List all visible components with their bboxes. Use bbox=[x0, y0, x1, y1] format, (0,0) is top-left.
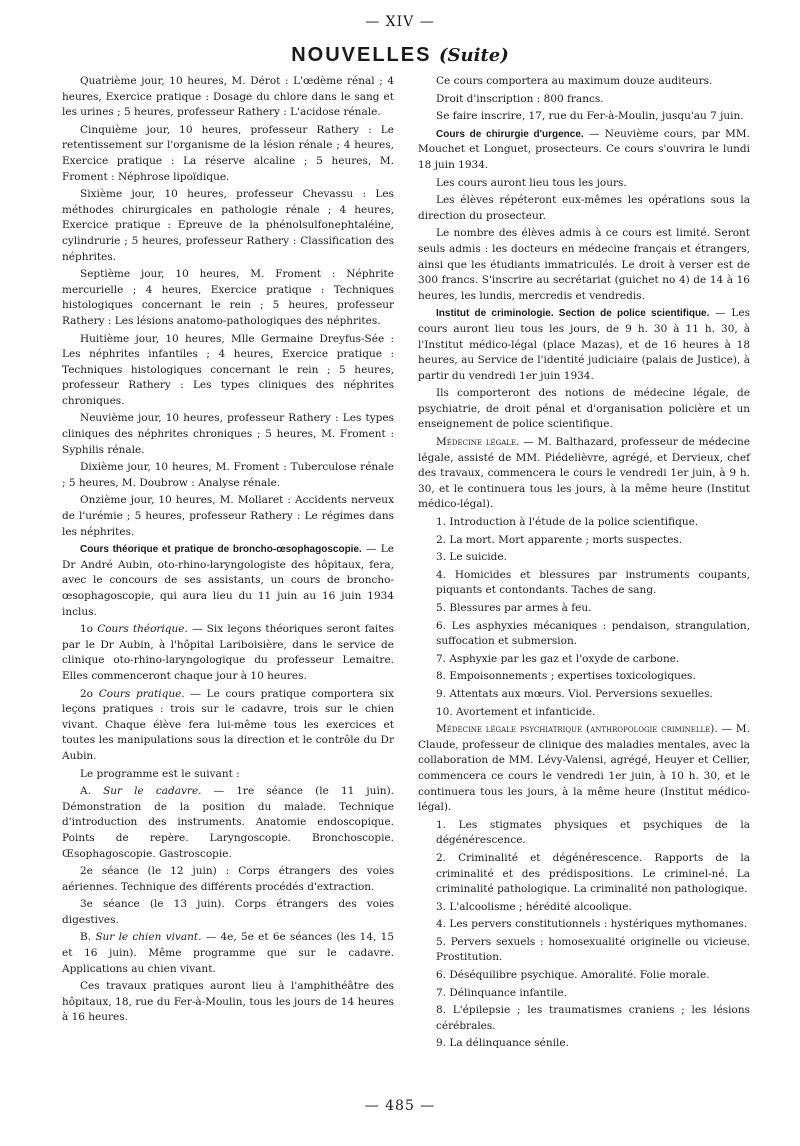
list-item: 9. La délinquance sénile. bbox=[436, 1037, 569, 1050]
paragraph: Les cours auront lieu tous les jours. bbox=[436, 176, 627, 189]
subsection-heading: Médecine légale psychiatrique (anthropologie criminelle). bbox=[436, 723, 718, 736]
paragraph: Neuvième jour, 10 heures, professeur Rathery : Les types cliniques des néphrites chroniques ; 5 heures, M. Froment : Syphilis rénale. bbox=[62, 412, 394, 456]
body: — Six leçons théoriques seront faites par le Dr Aubin, à l'hôpital Lariboisière, dans le service de clinique oto-rhino-laryngologique du professeur Lemaitre. Elles commenceront chaque jour à 10 heures. bbox=[62, 623, 395, 682]
list-item: 5. Pervers sexuels : homosexualité originelle ou vicieuse. Prostitution. bbox=[436, 935, 750, 964]
paragraph: Les élèves répéteront eux-mêmes les opérations sous la direction du prosecteur. bbox=[418, 194, 750, 222]
practice-paragraph bbox=[62, 687, 394, 765]
paragraph: Droit d'inscription : 800 francs. bbox=[436, 92, 604, 105]
paragraph: Huitième jour, 10 heures, Mlle Germaine Dreyfus-Sée : Les néphrites infantiles ; 4 heures, Exercice pratique : Techniques histologiques concernant le rein ; 5 heures, professeur Rathery : Les types cliniques des néphrites chroniques. bbox=[62, 332, 394, 407]
right-column bbox=[418, 74, 750, 1054]
label-italic: Sur le chien vivant. bbox=[95, 931, 202, 944]
number: 1o bbox=[80, 623, 98, 636]
paragraph: Ces travaux pratiques auront lieu à l'amphithéâtre des hôpitaux, 18, rue du Fer-à-Moulin, tous les jours de 14 heures à 16 heures. bbox=[62, 980, 394, 1024]
subsection-body: — M. Balthazard, professeur de médecine légale, assisté de MM. Piédelièvre, agrégé, et Dervieux, chef des travaux, commencera le cours le vendredi 1er juin, à 9 h. 30, et le continuera tous les jours, à la même heure (Institut médico-légal). bbox=[418, 436, 750, 511]
list-item: 6. Les asphyxies mécaniques : pendaison, strangulation, suffocation et submersion. bbox=[436, 619, 750, 648]
list-item: 4. Les pervers constitutionnels : hystériques mythomanes. bbox=[436, 918, 748, 931]
body: — Le cours pratique comportera six leçons pratiques : trois sur le cadavre, trois sur le chien vivant. Chaque élève fera lui-même tous les exercices et toutes les manipulations sous la direction et le contrôle du Dr Aubin. bbox=[62, 687, 395, 762]
page-number: — 485 — bbox=[364, 1098, 436, 1114]
left-column bbox=[62, 74, 394, 1028]
label: A. bbox=[80, 785, 104, 798]
page-title bbox=[0, 44, 800, 67]
paragraph: Le nombre des élèves admis à ce cours est limité. Seront seuls admis : les docteurs en médecine français et étrangers, ainsi que les étudiants immatriculés. Le droit à verser est de 300 francs. S'inscrire au secrétariat (guichet no 4) de 14 à 16 heures, les lundis, mercredis et vendredis. bbox=[418, 227, 750, 302]
broncho-paragraph bbox=[62, 542, 394, 620]
theory-paragraph bbox=[62, 622, 394, 684]
title-suffix: (Suite) bbox=[439, 45, 509, 66]
paragraph: Dixième jour, 10 heures, M. Froment : Tuberculose rénale ; 5 heures, M. Doubrow : Analyse rénale. bbox=[62, 461, 394, 489]
paragraph: Septième jour, 10 heures, M. Froment : Néphrite mercurielle ; 4 heures, Exercice pratique : Techniques histologiques concernant le rein ; 5 heures, professeur Rathery : Les lésions anatomo-pathologiques des néphrites. bbox=[62, 268, 394, 327]
list-item: 8. Empoisonnements ; expertises toxicologiques. bbox=[436, 670, 696, 683]
list-item: 3. Le suicide. bbox=[436, 551, 507, 564]
section-heading: Institut de criminologie. Section de police scientifique. bbox=[436, 308, 710, 320]
body: — 4e, 5e et 6e séances (les 14, 15 et 16 juin). Même programme que sur le cadavre. Applications au chien vivant. bbox=[62, 931, 394, 975]
list-item: 7. Asphyxie par les gaz et l'oxyde de carbone. bbox=[436, 652, 680, 665]
paragraph: 3e séance (le 13 juin). Corps étrangers des voies digestives. bbox=[62, 898, 394, 926]
section-body: — Neuvième cours, par MM. Mouchet et Longuet, prosecteurs. Ce cours s'ouvrira le lundi 18 juin 1934. bbox=[418, 127, 750, 171]
section-body: — Le Dr André Aubin, oto-rhino-laryngologiste des hôpitaux, fera, avec le concours de ses assistants, un cours de broncho-œsophagoscopie, qui aura lieu du 11 juin au 16 juin 1934 inclus. bbox=[62, 543, 394, 618]
urgence-paragraph bbox=[418, 127, 750, 174]
list-item: 1. Introduction à l'étude de la police scientifique. bbox=[436, 516, 699, 529]
list-item: 2. Criminalité et dégénérescence. Rapports de la criminalité et des prédispositions. Le criminel-né. La criminalité pathologique. La criminalité non pathologique. bbox=[436, 851, 750, 896]
list-item: 4. Homicides et blessures par instruments coupants, piquants et contondants. Taches de sang. bbox=[436, 568, 750, 597]
list-item: 10. Avortement et infanticide. bbox=[436, 705, 596, 718]
subsection-heading: Médecine légale. bbox=[436, 436, 520, 449]
label-italic: Sur le cadavre. bbox=[103, 785, 202, 798]
paragraph: Ils comporteront des notions de médecine légale, de psychiatrie, de droit pénal et d'organisation policière et un enseignement de police scientifique. bbox=[418, 387, 750, 431]
list-item: 1. Les stigmates physiques et psychiques de la dégénérescence. bbox=[436, 818, 750, 847]
number: 2o bbox=[80, 687, 99, 700]
psychiatry-paragraph bbox=[418, 722, 750, 816]
label: B. bbox=[80, 931, 96, 944]
section-body: — Les cours auront lieu tous les jours, de 9 h. 30 à 11 h. 30, à l'Institut médico-légal (place Mazas), et de 16 heures à 18 heures, au Service de l'identité judiciaire (palais de Justice), à partir du vendredi 1er juin 1934. bbox=[418, 307, 750, 382]
list-item: 7. Délinquance infantile. bbox=[436, 986, 567, 999]
list-item: 6. Déséquilibre psychique. Amoralité. Folie morale. bbox=[436, 969, 710, 982]
legal-medicine-paragraph bbox=[418, 435, 750, 513]
list-item: 9. Attentats aux mœurs. Viol. Perversions sexuelles. bbox=[436, 687, 713, 700]
paragraph: Ce cours comportera au maximum douze auditeurs. bbox=[436, 75, 713, 87]
list-item: 2. La mort. Mort apparente ; morts suspectes. bbox=[436, 533, 683, 546]
label: Cours pratique. bbox=[98, 687, 185, 700]
paragraph: Le programme est le suivant : bbox=[80, 767, 240, 780]
list-item: 8. L'épilepsie ; les traumatismes craniens ; les lésions cérébrales. bbox=[436, 1004, 750, 1032]
paragraph: Cinquième jour, 10 heures, professeur Rathery : Le retentissement sur l'organisme de la lésion rénale ; 4 heures, Exercice pratique : La réserve alcaline ; 5 heures, M. Froment : Néphrose lipoïdique. bbox=[62, 123, 394, 183]
label: Cours théorique. bbox=[97, 623, 188, 636]
paragraph: Quatrième jour, 10 heures, M. Dérot : L'œdème rénal ; 4 heures, Exercice pratique : Dosage du chlore dans le sang et les urines ; 5 heures, professeur Rathery : L'acidose rénale. bbox=[62, 75, 394, 119]
paragraph: Onzième jour, 10 heures, M. Mollaret : Accidents nerveux de l'urémie ; 5 heures, professeur Rathery : Le régimes dans les néphrites. bbox=[62, 494, 394, 538]
list-item: 5. Blessures par armes à feu. bbox=[436, 602, 592, 614]
paragraph: 2e séance (le 12 juin) : Corps étrangers des voies aériennes. Technique des différents procédés d'extraction. bbox=[62, 865, 394, 893]
paragraph: Sixième jour, 10 heures, professeur Chevassu : Les méthodes chirurgicales en pathologie rénale ; 4 heures, Exercice pratique : Epreuve de la phénolsulfonephtaléine, cylindrurie ; 5 heures, professeur Rathery : Classification des néphrites. bbox=[62, 188, 394, 263]
title-text: NOUVELLES bbox=[291, 44, 432, 66]
paragraph: Se faire inscrire, 17, rue du Fer-à-Moulin, jusqu'au 7 juin. bbox=[436, 110, 744, 123]
top-folio: — XIV — bbox=[365, 14, 435, 30]
subsection-body: — M. Claude, professeur de clinique des maladies mentales, avec la collaboration de MM. Lévy-Valensi, agrégé, Heuyer et Cellier, commencera ce cours le vendredi 1er juin, à 10 h. 30, et le continuera tous les jours, à la même heure (Institut médico-légal). bbox=[418, 723, 751, 814]
list-item: 3. L'alcoolisme ; hérédité alcoolique. bbox=[436, 900, 632, 913]
dog-paragraph bbox=[62, 930, 394, 977]
cadaver-paragraph bbox=[62, 784, 394, 862]
section-heading: Cours théorique et pratique de broncho-œsophagoscopie. bbox=[80, 544, 362, 556]
body: — 1re séance (le 11 juin). Démonstration de la position du malade. Technique d'introduction des instruments. Anatomie endoscopique. Points de repère. Laryngoscopie. Bronchoscopie. Œsophagoscopie. Gastroscopie. bbox=[62, 785, 395, 860]
criminology-paragraph bbox=[418, 306, 750, 384]
section-heading: Cours de chirurgie d'urgence. bbox=[436, 128, 584, 140]
